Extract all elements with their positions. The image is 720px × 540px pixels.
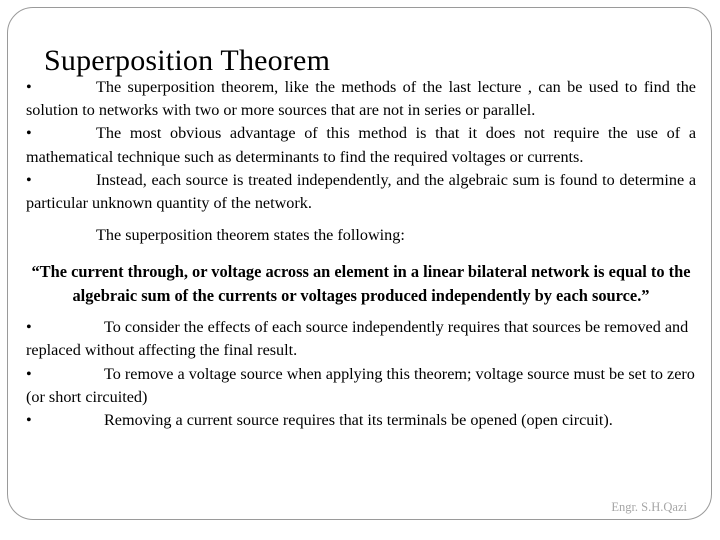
lead-in-text: The superposition theorem states the following: <box>96 226 405 245</box>
bullet-text: The superposition theorem, like the methods of the last lecture , can be used to find the solution to networks with two or more sources that are not in series or parallel. <box>26 78 696 120</box>
spacer <box>26 247 696 260</box>
bullet-item <box>26 363 696 409</box>
bullet-glyph: • <box>26 411 32 430</box>
bullet-glyph: • <box>26 124 32 143</box>
bullet-glyph: • <box>26 364 32 383</box>
bullet-item <box>26 409 696 432</box>
bullet-item <box>26 122 696 168</box>
slide-footer-author: Engr. S.H.Qazi <box>611 500 687 514</box>
spacer <box>26 307 696 316</box>
slide-body <box>26 76 696 432</box>
bullet-glyph: • <box>26 78 32 96</box>
bullet-text: Instead, each source is treated independently, and the algebraic sum is found to determine a particular unknown quantity of the network. <box>26 170 696 213</box>
bullet-text: To remove a voltage source when applying this theorem; voltage source must be set to zero (or short circuited) <box>26 364 695 406</box>
bullet-text: The most obvious advantage of this method is that it does not require the use of a mathematical technique such as determinants to find the required voltages or currents. <box>26 124 696 166</box>
bullet-item <box>26 76 696 122</box>
spacer <box>26 215 696 224</box>
theorem-statement: “The current through, or voltage across an element in a linear bilateral network is equal to the algebraic sum of the currents or voltages produced independently by each source.” <box>31 262 691 305</box>
bullet-item <box>26 169 696 215</box>
bullet-item <box>26 316 696 362</box>
bullet-glyph: • <box>26 170 32 189</box>
bullet-text: To consider the effects of each source independently requires that sources be removed and replaced without affecting the final result. <box>26 318 689 360</box>
bullet-text: Removing a current source requires that its terminals be opened (open circuit). <box>104 411 613 430</box>
bullet-glyph: • <box>26 318 32 337</box>
page-title: Superposition Theorem <box>44 44 331 78</box>
